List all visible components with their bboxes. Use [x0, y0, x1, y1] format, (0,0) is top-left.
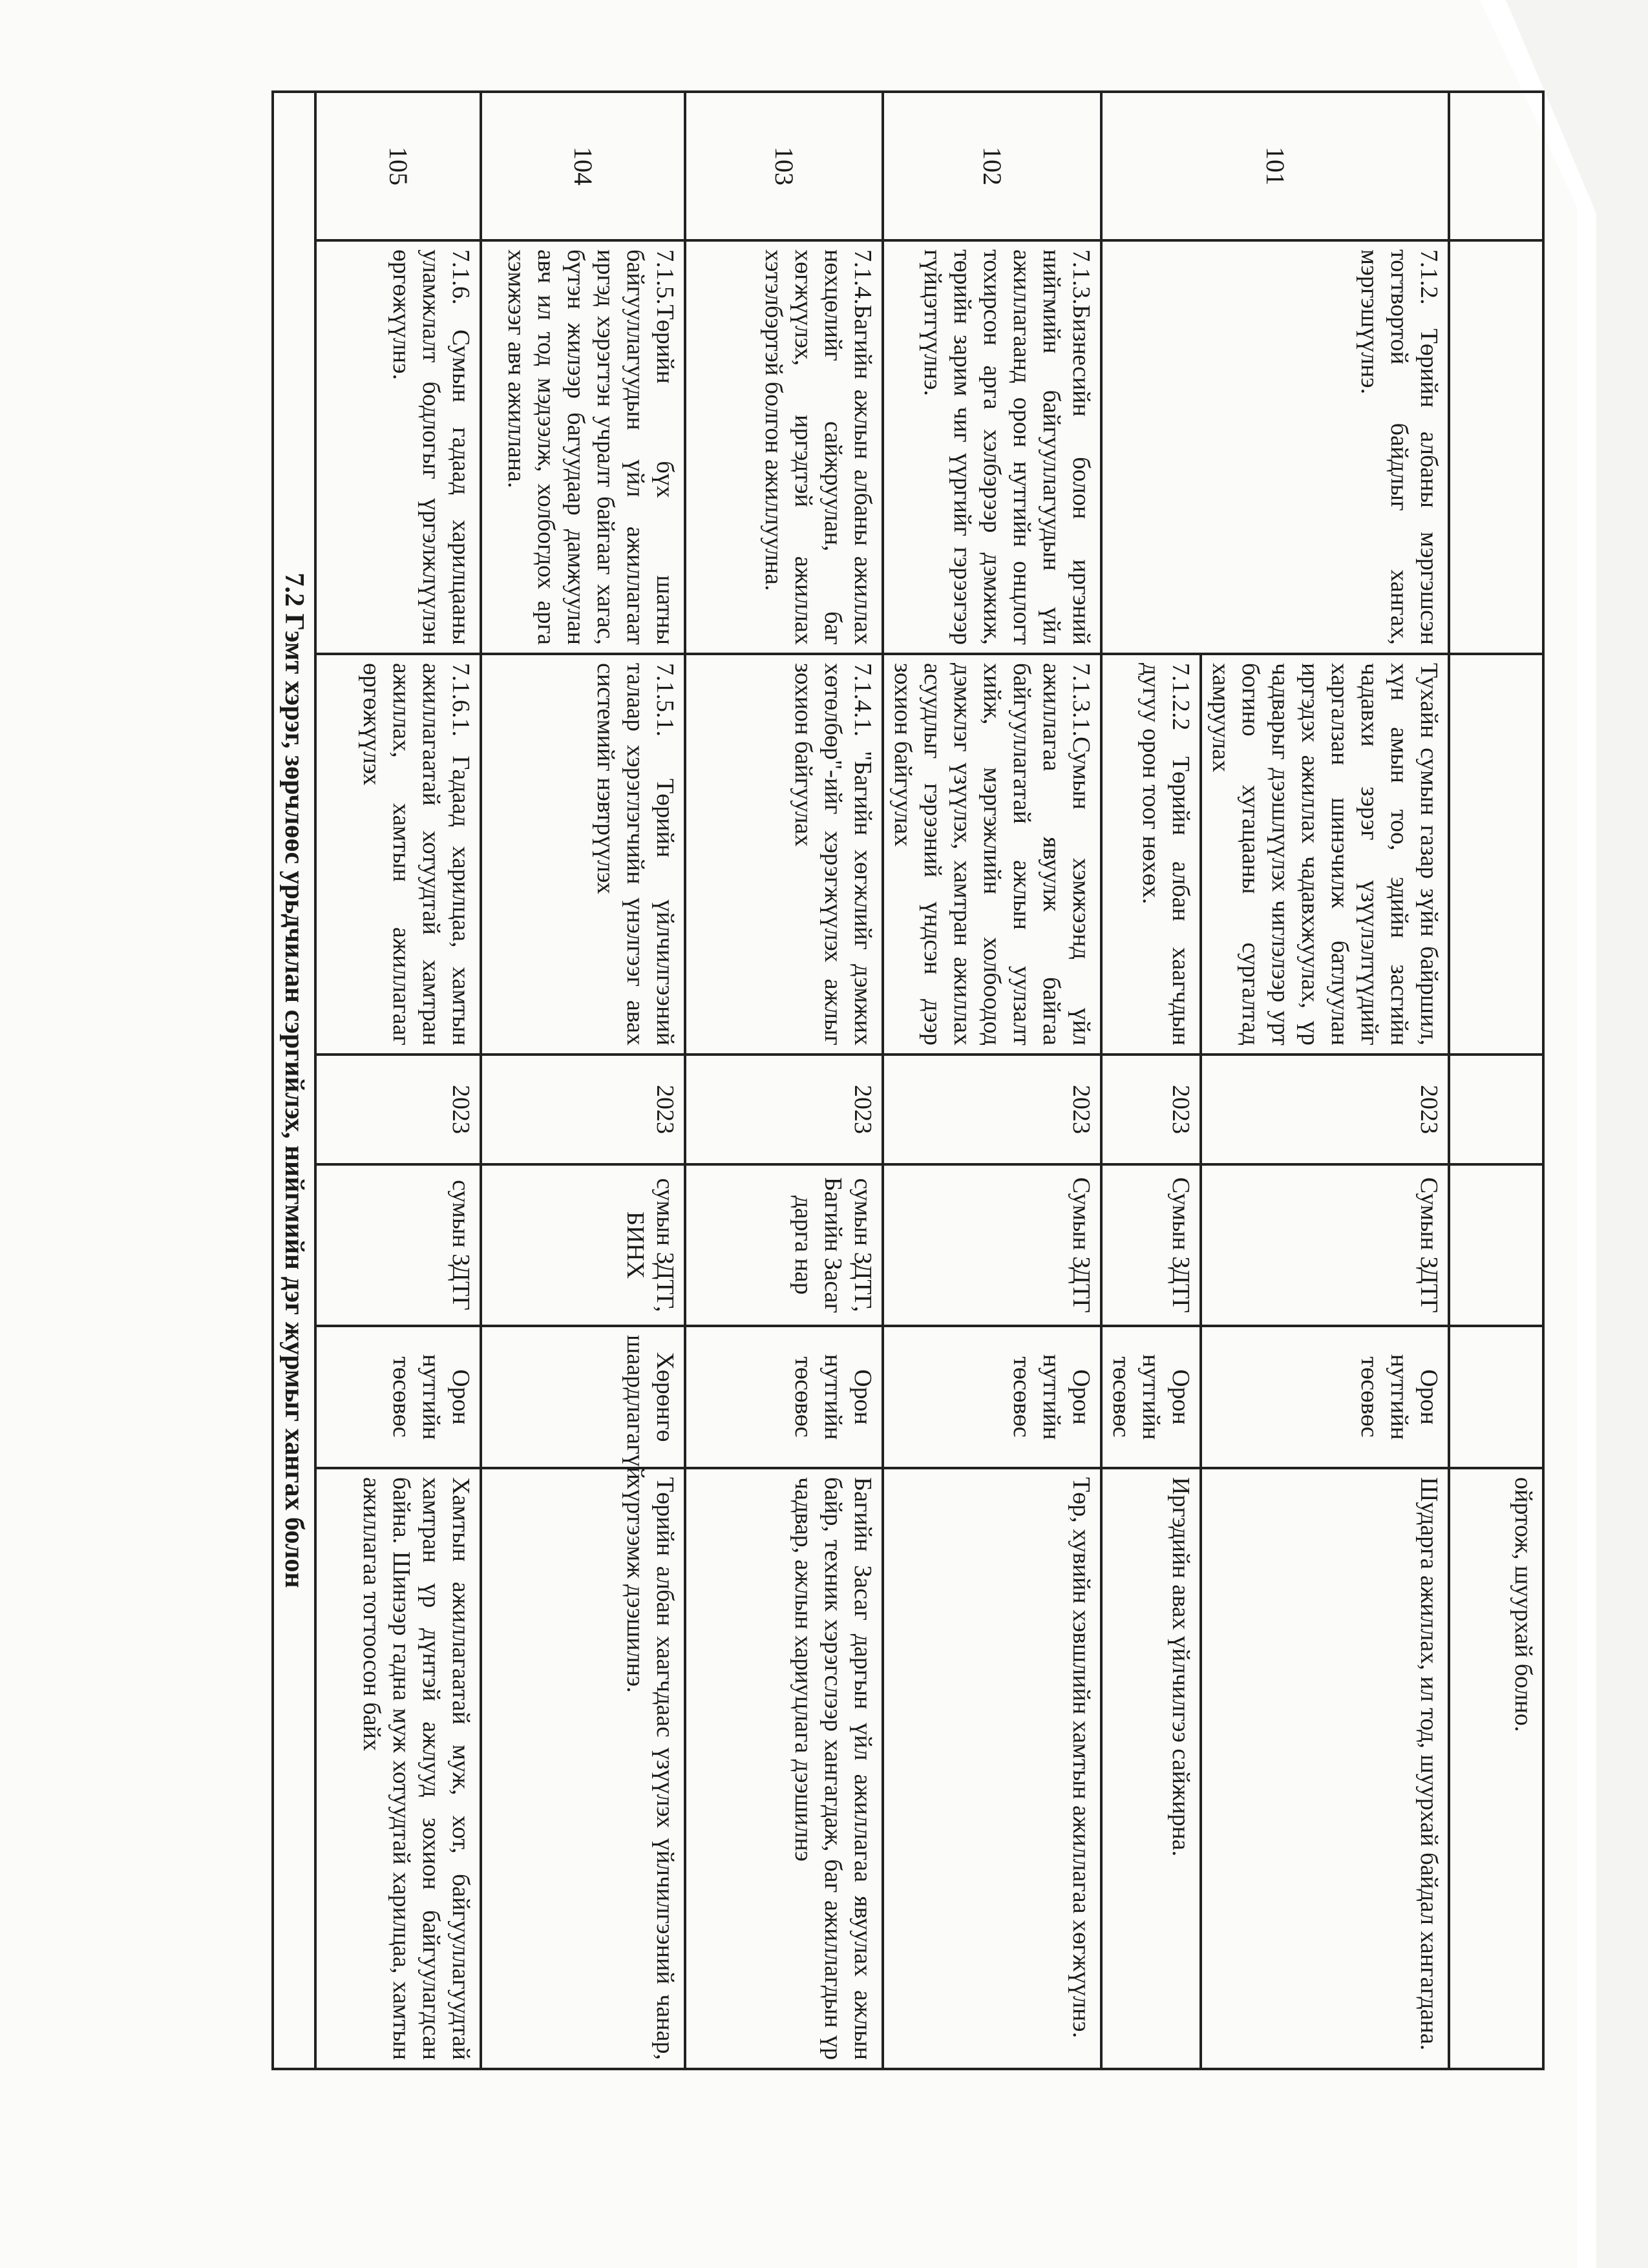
- table-row: [481, 92, 685, 2069]
- activity-cell: 7.1.4.1. "Багийн хөгжлийг дэмжих хөтөлбөр"-ийг хэрэгжүүлэх ажлыг зохион байгуулах: [685, 654, 883, 1055]
- goal-cell: [1449, 240, 1543, 654]
- responsible-cell: Сумын ЗДТГ: [883, 1164, 1101, 1326]
- action-plan-table: [271, 90, 1545, 2070]
- year-cell: 2023: [883, 1055, 1101, 1164]
- row-number: 102: [883, 92, 1101, 240]
- table-row: [685, 92, 883, 2069]
- table-row: [1449, 92, 1543, 2069]
- year-cell: 2023: [315, 1055, 481, 1164]
- activity-cell: 7.1.5.1. Төрийн үйлчилгээний талаар хэрэглэгчийн үнэлгээг авах системийг нэвтрүүлэх: [481, 654, 685, 1055]
- budget-cell: Хөрөнгө шаардлагагүй: [481, 1326, 685, 1468]
- budget-cell: Орон нутгийн төсөвөс: [1101, 1326, 1201, 1468]
- row-number: 105: [315, 92, 481, 240]
- activity-cell: [1449, 654, 1543, 1055]
- budget-cell: Орон нутгийн төсөвөс: [883, 1326, 1101, 1468]
- result-cell: Хамтын ажиллагаатай муж, хот, байгууллагуудтай хамтран үр дүнтэй ажлууд зохион байгуулагдсан байна. Шинээр гадна муж хотуудтай харилцаа, хамтын ажиллагаа тогтоосон байх: [315, 1468, 481, 2069]
- result-cell: ойртож, шуурхай болно.: [1449, 1468, 1543, 2069]
- responsible-cell: сумын ЗДТГ: [315, 1164, 481, 1326]
- section-title: 7.2 Гэмт хэрэг, зөрчлөөс урьдчилан сэргийлэх, нийгмийн дэг журмыг хангах болон: [273, 92, 315, 2069]
- result-cell: Багийн Засаг даргын үйл ажиллагаа явуулах ажлын байр, техник хэрэгслээр хангагдаж, баг ажиллагдын үр чадвар, ажлын хариуцлага дээшилнэ: [685, 1468, 883, 2069]
- goal-cell: 7.1.5.Төрийн бүх шатны байгууллагуудын үйл ажиллагаат иргэд хэрэгтэн учралт байгааг хагас, бүтэн жилээр багуудаар дамжуулан авч ил тод мэдээлж, холбогдох арга хэмжээг авч ажиллана.: [481, 240, 685, 654]
- year-cell: 2023: [481, 1055, 685, 1164]
- responsible-cell: сумын ЗДТГ, БИНХ: [481, 1164, 685, 1326]
- activity-cell: Тухайн сумын газар зүйн байршил, хүн амын тоо, эдийн засгийн чадавхи зэрэг үзүүлэлтүүдийг харгалзан шинэчилж батлуулан иргэдэх ажиллах чадавхжуулах, үр чадварыг дээшлүүлэх чиглэлээр урт богино хугацааны сургалтад хамруулах: [1201, 654, 1449, 1055]
- responsible-cell: сумын ЗДТГ, Багийн Засаг дарга нар: [685, 1164, 883, 1326]
- row-number: 101: [1101, 92, 1449, 240]
- budget-cell: Орон нутгийн төсөвөс: [685, 1326, 883, 1468]
- table-row: [1201, 92, 1449, 2069]
- budget-cell: [1449, 1326, 1543, 1468]
- rotated-page: [246, 90, 1545, 2068]
- goal-cell: 7.1.4.Багийн ажлын албаны ажиллах нөхцөлийг сайжруулан, баг хөгжүүлэх, иргэдтэй ажиллах хэтэлбэртэй болгон ажиллуулна.: [685, 240, 883, 654]
- result-cell: Төр, хувийн хэвшлийн хамтын ажиллагаа хөгжүүлнэ.: [883, 1468, 1101, 2069]
- responsible-cell: Сумын ЗДТГ: [1201, 1164, 1449, 1326]
- table-row: [883, 92, 1101, 2069]
- goal-cell: 7.1.2. Төрийн албаны мэргэшсэн тогтвортой байдлыг хангах, мэргэшүүлнэ.: [1101, 240, 1449, 654]
- goal-cell: 7.1.3.Бизнесийн болон иргэний нийгмийн байгууллагуудын үйл ажиллагаанд орон нутгийн онцлогт тохирсон арга хэлбэрээр дэмжиж, төрийн зарим чиг үүргийг гэрээгээр гүйцэтгүүлнэ.: [883, 240, 1101, 654]
- section-heading-row: [273, 92, 315, 2069]
- budget-cell: Орон нутгийн төсөвөс: [1201, 1326, 1449, 1468]
- result-cell: Иргэдийн авах үйлчилгээ сайжирна.: [1101, 1468, 1201, 2069]
- year-cell: [1449, 1055, 1543, 1164]
- budget-cell: Орон нутгийн төсөвөс: [315, 1326, 481, 1468]
- year-cell: 2023: [1101, 1055, 1201, 1164]
- result-cell: Төрийн албан хаагчдаас үзүүлэх үйлчилгээний чанар, хүртээмж дээшилнэ.: [481, 1468, 685, 2069]
- result-cell: Шударга ажиллах, ил тод, шуурхай байдал хангагдана.: [1201, 1468, 1449, 2069]
- year-cell: 2023: [1201, 1055, 1449, 1164]
- goal-cell: 7.1.6. Сумын гадаад харилцааны уламжлалт бодлогыг үргэлжлүүлэн өргөжүүлнэ.: [315, 240, 481, 654]
- activity-cell: 7.1.6.1. Гадаад харилцаа, хамтын ажиллагаатай хотуудтай хамтран ажиллах, хамтын ажиллагааг өргөжүүлэх: [315, 654, 481, 1055]
- activity-cell: 7.1.2.2 Төрийн албан хаагчдын дугуу орон тоог нөхөх.: [1101, 654, 1201, 1055]
- row-number: 103: [685, 92, 883, 240]
- responsible-cell: [1449, 1164, 1543, 1326]
- year-cell: 2023: [685, 1055, 883, 1164]
- table-row: [315, 92, 481, 2069]
- row-number: [1449, 92, 1543, 240]
- activity-cell: 7.1.3.1.Сумын хэмжээнд үйл ажиллагаа явуулж байгаа байгууллагатай ажлын уулзалт хийж, мэргэжлийн холбоодод дэмжлэг үзүүлэх, хамтран ажиллах асуудлыг гэрээний үндсэн дээр зохион байгуулах: [883, 654, 1101, 1055]
- row-number: 104: [481, 92, 685, 240]
- responsible-cell: Сумын ЗДТГ: [1101, 1164, 1201, 1326]
